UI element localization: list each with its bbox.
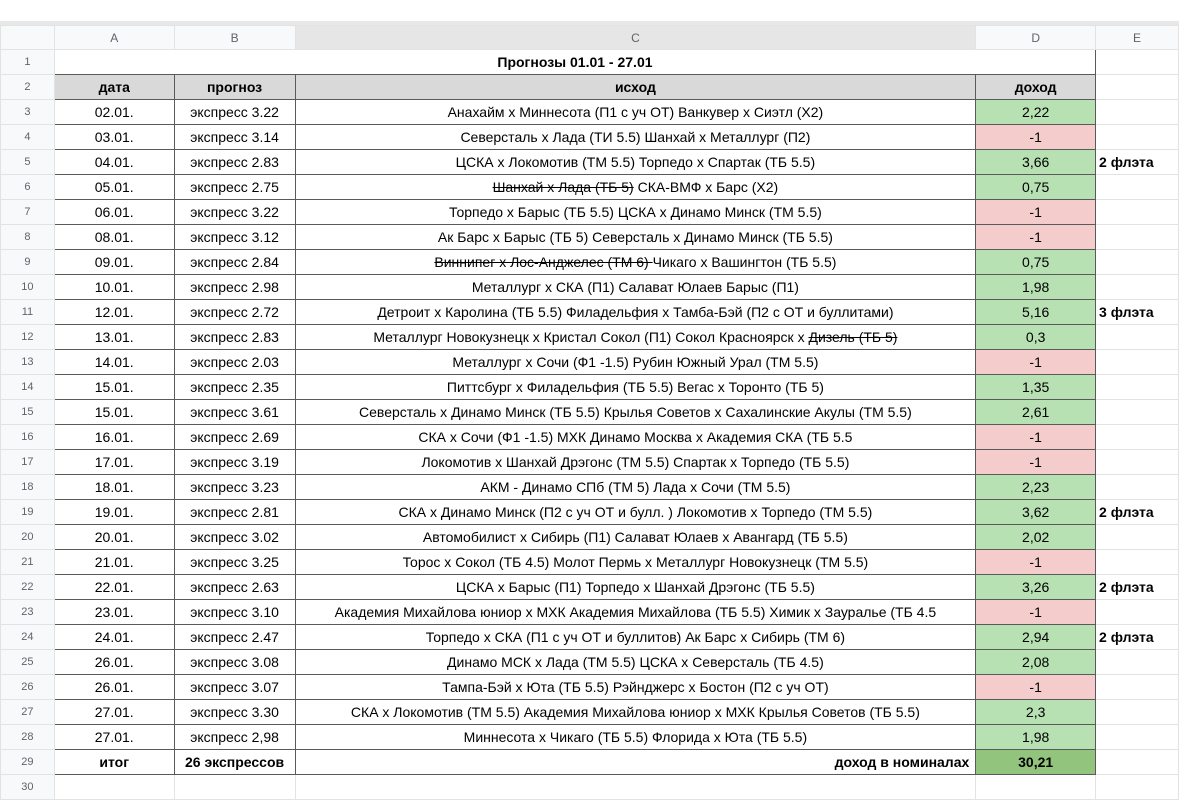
- toolbar-area: [0, 0, 1179, 21]
- outcome-text: ЦСКА х Барыс (П1) Торпедо х Шанхай Дрэгонс (ТБ 5.5): [455, 579, 815, 595]
- row-number[interactable]: 26: [1, 675, 55, 700]
- outcome-cell[interactable]: [295, 200, 976, 225]
- income-cell[interactable]: 3,26: [976, 575, 1096, 600]
- outcome-cell[interactable]: [295, 575, 976, 600]
- date-cell[interactable]: 06.01.: [54, 200, 174, 225]
- row-number[interactable]: 6: [1, 175, 55, 200]
- note-cell[interactable]: [1096, 650, 1179, 675]
- income-cell[interactable]: 2,02: [976, 525, 1096, 550]
- table-row: [1, 575, 1179, 600]
- outcome-cell[interactable]: [295, 325, 976, 350]
- row-number[interactable]: 23: [1, 600, 55, 625]
- outcome-struck-text: Виннипег х Лос-Анджелес (ТМ 6): [434, 254, 653, 270]
- note-cell[interactable]: [1096, 375, 1179, 400]
- outcome-text: Миннесота х Чикаго (ТБ 5.5) Флорида х Юта (ТБ 5.5): [463, 729, 808, 745]
- table-row: [1, 400, 1179, 425]
- outcome-cell[interactable]: [295, 150, 976, 175]
- table-row: [1, 125, 1179, 150]
- outcome-cell[interactable]: [295, 425, 976, 450]
- outcome-cell[interactable]: [295, 400, 976, 425]
- sheet-title[interactable]: Прогнозы 01.01 - 27.01: [54, 50, 1095, 75]
- outcome-cell[interactable]: [295, 525, 976, 550]
- outcome-cell[interactable]: [295, 225, 976, 250]
- outcome-text: СКА х Динамо Минск (П2 с уч ОТ и булл. ) Локомотив х Торпедо (ТМ 5.5): [398, 504, 873, 520]
- row-number[interactable]: 18: [1, 475, 55, 500]
- income-cell[interactable]: -1: [976, 350, 1096, 375]
- total-row: [1, 750, 1179, 775]
- date-cell[interactable]: 27.01.: [54, 700, 174, 725]
- date-cell[interactable]: 02.01.: [54, 100, 174, 125]
- note-cell[interactable]: [1096, 600, 1179, 625]
- income-cell[interactable]: 0,3: [976, 325, 1096, 350]
- date-cell[interactable]: 15.01.: [54, 400, 174, 425]
- table-row: [1, 175, 1179, 200]
- row-number[interactable]: 1: [1, 50, 55, 75]
- table-row: [1, 425, 1179, 450]
- note-cell[interactable]: [1096, 675, 1179, 700]
- table-row: [1, 450, 1179, 475]
- table-row: [1, 225, 1179, 250]
- table-row: [1, 275, 1179, 300]
- note-cell[interactable]: [1096, 475, 1179, 500]
- header-date[interactable]: дата: [54, 75, 174, 100]
- total-count[interactable]: 26 экспрессов: [174, 750, 295, 775]
- header-outcome[interactable]: исход: [295, 75, 976, 100]
- outcome-cell[interactable]: [295, 475, 976, 500]
- forecast-cell[interactable]: экспресс 3.22: [174, 100, 295, 125]
- note-cell[interactable]: [1096, 250, 1179, 275]
- outcome-text: Торпедо х Барыс (ТБ 5.5) ЦСКА х Динамо Минск (ТМ 5.5): [448, 204, 822, 220]
- outcome-text: Автомобилист х Сибирь (П1) Салават Юлаев х Авангард (ТБ 5.5): [422, 529, 848, 545]
- date-cell[interactable]: 26.01.: [54, 675, 174, 700]
- forecast-cell[interactable]: экспресс 3.25: [174, 550, 295, 575]
- outcome-text: Металлург х Сочи (Ф1 -1.5) Рубин Южный Урал (ТМ 5.5): [452, 354, 819, 370]
- cell[interactable]: [174, 775, 295, 800]
- sheet-table: [0, 25, 1179, 800]
- outcome-text: Детроит х Каролина (ТБ 5.5) Филадельфия х Тамба-Бэй (П2 с ОТ и буллитами): [377, 304, 894, 320]
- income-cell[interactable]: -1: [976, 200, 1096, 225]
- outcome-cell[interactable]: [295, 500, 976, 525]
- row-number[interactable]: 20: [1, 525, 55, 550]
- forecast-cell[interactable]: экспресс 2.98: [174, 275, 295, 300]
- income-cell[interactable]: -1: [976, 550, 1096, 575]
- outcome-text: Ак Барс х Барыс (ТБ 5) Северсталь х Динамо Минск (ТБ 5.5): [437, 229, 833, 245]
- outcome-text: ЦСКА х Локомотив (ТМ 5.5) Торпедо х Спартак (ТБ 5.5): [455, 154, 816, 170]
- table-row: [1, 350, 1179, 375]
- date-cell[interactable]: 15.01.: [54, 375, 174, 400]
- column-header-e[interactable]: E: [1096, 26, 1179, 50]
- forecast-cell[interactable]: экспресс 2.83: [174, 150, 295, 175]
- note-cell[interactable]: [1096, 450, 1179, 475]
- note-cell[interactable]: 2 флэта: [1096, 625, 1179, 650]
- outcome-cell[interactable]: [295, 300, 976, 325]
- outcome-text: СКА х Локомотив (ТМ 5.5) Академия Михайлова юниор х МХК Крылья Советов (ТБ 5.5): [350, 704, 920, 720]
- table-row: [1, 725, 1179, 750]
- cell[interactable]: [1096, 50, 1179, 75]
- date-cell[interactable]: 23.01.: [54, 600, 174, 625]
- cell[interactable]: [1096, 750, 1179, 775]
- outcome-struck-text: Шанхай х Лада (ТБ 5): [492, 179, 634, 195]
- note-cell[interactable]: [1096, 400, 1179, 425]
- row-number[interactable]: 11: [1, 300, 55, 325]
- forecast-cell[interactable]: экспресс 2.03: [174, 350, 295, 375]
- income-cell[interactable]: 2,22: [976, 100, 1096, 125]
- row-number[interactable]: 15: [1, 400, 55, 425]
- date-cell[interactable]: 03.01.: [54, 125, 174, 150]
- income-cell[interactable]: -1: [976, 225, 1096, 250]
- outcome-cell[interactable]: [295, 650, 976, 675]
- income-cell[interactable]: 2,08: [976, 650, 1096, 675]
- forecast-cell[interactable]: экспресс 3.22: [174, 200, 295, 225]
- date-cell[interactable]: 16.01.: [54, 425, 174, 450]
- income-cell[interactable]: 2,94: [976, 625, 1096, 650]
- forecast-cell[interactable]: экспресс 2,98: [174, 725, 295, 750]
- note-cell[interactable]: [1096, 350, 1179, 375]
- forecast-cell[interactable]: экспресс 3.23: [174, 475, 295, 500]
- spreadsheet-grid[interactable]: [0, 25, 1179, 793]
- outcome-cell[interactable]: [295, 675, 976, 700]
- forecast-cell[interactable]: экспресс 2.35: [174, 375, 295, 400]
- outcome-text: Тампа-Бэй х Юта (ТБ 5.5) Рэйнджерс х Бостон (П2 с уч ОТ): [442, 679, 829, 695]
- row-number[interactable]: 10: [1, 275, 55, 300]
- outcome-cell[interactable]: [295, 700, 976, 725]
- income-cell[interactable]: 1,35: [976, 375, 1096, 400]
- income-cell[interactable]: -1: [976, 425, 1096, 450]
- row-number[interactable]: 22: [1, 575, 55, 600]
- forecast-cell[interactable]: экспресс 2.69: [174, 425, 295, 450]
- row-number[interactable]: 21: [1, 550, 55, 575]
- row-number[interactable]: 30: [1, 775, 55, 800]
- table-row: [1, 775, 1179, 800]
- table-row: [1, 250, 1179, 275]
- row-number[interactable]: 24: [1, 625, 55, 650]
- outcome-text: Металлург х СКА (П1) Салават Юлаев Барыс (П1): [471, 279, 799, 295]
- date-cell[interactable]: 09.01.: [54, 250, 174, 275]
- row-number[interactable]: 16: [1, 425, 55, 450]
- forecast-cell[interactable]: экспресс 3.30: [174, 700, 295, 725]
- note-cell[interactable]: 3 флэта: [1096, 300, 1179, 325]
- table-row: [1, 475, 1179, 500]
- date-cell[interactable]: 19.01.: [54, 500, 174, 525]
- forecast-cell[interactable]: экспресс 2.83: [174, 325, 295, 350]
- outcome-cell[interactable]: [295, 125, 976, 150]
- income-cell[interactable]: 1,98: [976, 725, 1096, 750]
- date-cell[interactable]: 26.01.: [54, 650, 174, 675]
- note-cell[interactable]: [1096, 275, 1179, 300]
- note-cell[interactable]: [1096, 175, 1179, 200]
- forecast-cell[interactable]: экспресс 3.02: [174, 525, 295, 550]
- income-cell[interactable]: 5,16: [976, 300, 1096, 325]
- date-cell[interactable]: 24.01.: [54, 625, 174, 650]
- date-cell[interactable]: 21.01.: [54, 550, 174, 575]
- outcome-text: Северсталь х Лада (ТИ 5.5) Шанхай х Металлург (П2): [460, 129, 811, 145]
- note-cell[interactable]: [1096, 125, 1179, 150]
- income-cell[interactable]: -1: [976, 600, 1096, 625]
- row-number[interactable]: 5: [1, 150, 55, 175]
- column-header-d[interactable]: D: [976, 26, 1096, 50]
- table-row: [1, 550, 1179, 575]
- income-cell[interactable]: -1: [976, 675, 1096, 700]
- table-row: [1, 75, 1179, 100]
- cell[interactable]: [54, 775, 174, 800]
- table-row: [1, 300, 1179, 325]
- outcome-text: Чикаго х Вашингтон (ТБ 5.5): [652, 254, 837, 270]
- income-cell[interactable]: 0,75: [976, 175, 1096, 200]
- outcome-text: Металлург Новокузнецк х Кристал Сокол (П1) Сокол Красноярск х: [373, 329, 809, 345]
- table-row: [1, 500, 1179, 525]
- cell[interactable]: [1096, 75, 1179, 100]
- income-cell[interactable]: 2,61: [976, 400, 1096, 425]
- select-all-corner[interactable]: [1, 26, 55, 50]
- header-forecast[interactable]: прогноз: [174, 75, 295, 100]
- forecast-cell[interactable]: экспресс 2.75: [174, 175, 295, 200]
- date-cell[interactable]: 05.01.: [54, 175, 174, 200]
- note-cell[interactable]: [1096, 325, 1179, 350]
- row-number[interactable]: 27: [1, 700, 55, 725]
- column-header-b[interactable]: B: [174, 26, 295, 50]
- column-header-a[interactable]: A: [54, 26, 174, 50]
- note-cell[interactable]: [1096, 725, 1179, 750]
- date-cell[interactable]: 13.01.: [54, 325, 174, 350]
- row-number[interactable]: 3: [1, 100, 55, 125]
- outcome-text: Северсталь х Динамо Минск (ТБ 5.5) Крылья Советов х Сахалинские Акулы (ТМ 5.5): [359, 404, 912, 420]
- outcome-struck-text: Дизель (ТБ 5): [808, 329, 898, 345]
- forecast-cell[interactable]: экспресс 2.72: [174, 300, 295, 325]
- outcome-text: Локомотив х Шанхай Дрэгонс (ТМ 5.5) Спартак х Торпедо (ТБ 5.5): [421, 454, 850, 470]
- date-cell[interactable]: 17.01.: [54, 450, 174, 475]
- date-cell[interactable]: 10.01.: [54, 275, 174, 300]
- outcome-cell[interactable]: [295, 725, 976, 750]
- cell[interactable]: [295, 775, 976, 800]
- outcome-cell[interactable]: [295, 250, 976, 275]
- total-income-label[interactable]: доход в номиналах: [295, 750, 976, 775]
- date-cell[interactable]: 12.01.: [54, 300, 174, 325]
- date-cell[interactable]: 04.01.: [54, 150, 174, 175]
- date-cell[interactable]: 18.01.: [54, 475, 174, 500]
- row-number[interactable]: 9: [1, 250, 55, 275]
- row-number[interactable]: 14: [1, 375, 55, 400]
- forecast-cell[interactable]: экспресс 3.10: [174, 600, 295, 625]
- row-number[interactable]: 28: [1, 725, 55, 750]
- table-row: [1, 100, 1179, 125]
- forecast-cell[interactable]: экспресс 3.61: [174, 400, 295, 425]
- forecast-cell[interactable]: экспресс 2.47: [174, 625, 295, 650]
- table-row: [1, 700, 1179, 725]
- outcome-cell[interactable]: [295, 100, 976, 125]
- table-row: [1, 525, 1179, 550]
- outcome-text: Динамо МСК х Лада (ТМ 5.5) ЦСКА х Северсталь (ТБ 4.5): [447, 654, 824, 670]
- outcome-cell[interactable]: [295, 350, 976, 375]
- table-row: [1, 200, 1179, 225]
- row-number[interactable]: 2: [1, 75, 55, 100]
- forecast-cell[interactable]: экспресс 3.07: [174, 675, 295, 700]
- outcome-text: Академия Михайлова юниор х МХК Академия Михайлова (ТБ 5.5) Химик х Зауралье (ТБ 4.5: [334, 604, 937, 620]
- date-cell[interactable]: 22.01.: [54, 575, 174, 600]
- total-label[interactable]: итог: [54, 750, 174, 775]
- income-cell[interactable]: 2,23: [976, 475, 1096, 500]
- row-number[interactable]: 4: [1, 125, 55, 150]
- forecast-cell[interactable]: экспресс 2.63: [174, 575, 295, 600]
- note-cell[interactable]: 2 флэта: [1096, 500, 1179, 525]
- total-income[interactable]: 30,21: [976, 750, 1096, 775]
- row-number[interactable]: 8: [1, 225, 55, 250]
- note-cell[interactable]: [1096, 550, 1179, 575]
- date-cell[interactable]: 14.01.: [54, 350, 174, 375]
- outcome-cell[interactable]: [295, 375, 976, 400]
- outcome-text: СКА х Сочи (Ф1 -1.5) МХК Динамо Москва х Академия СКА (ТБ 5.5: [418, 429, 853, 445]
- income-cell[interactable]: 3,66: [976, 150, 1096, 175]
- row-number[interactable]: 29: [1, 750, 55, 775]
- note-cell[interactable]: [1096, 425, 1179, 450]
- forecast-cell[interactable]: экспресс 3.12: [174, 225, 295, 250]
- row-number[interactable]: 19: [1, 500, 55, 525]
- forecast-cell[interactable]: экспресс 2.81: [174, 500, 295, 525]
- note-cell[interactable]: [1096, 525, 1179, 550]
- outcome-text: Торпедо х СКА (П1 с уч ОТ и буллитов) Ак Барс х Сибирь (ТМ 6): [425, 629, 846, 645]
- note-cell[interactable]: 2 флэта: [1096, 150, 1179, 175]
- forecast-cell[interactable]: экспресс 3.08: [174, 650, 295, 675]
- row-number[interactable]: 17: [1, 450, 55, 475]
- outcome-cell[interactable]: [295, 275, 976, 300]
- income-cell[interactable]: -1: [976, 125, 1096, 150]
- note-cell[interactable]: 2 флэта: [1096, 575, 1179, 600]
- column-header-c[interactable]: C: [295, 26, 976, 50]
- note-cell[interactable]: [1096, 700, 1179, 725]
- table-row: [1, 675, 1179, 700]
- outcome-cell[interactable]: [295, 175, 976, 200]
- income-cell[interactable]: 0,75: [976, 250, 1096, 275]
- header-income[interactable]: доход: [976, 75, 1096, 100]
- note-cell[interactable]: [1096, 225, 1179, 250]
- forecast-cell[interactable]: экспресс 3.14: [174, 125, 295, 150]
- outcome-text: Торос х Сокол (ТБ 4.5) Молот Пермь х Металлург Новокузнецк (ТМ 5.5): [402, 554, 869, 570]
- date-cell[interactable]: 20.01.: [54, 525, 174, 550]
- column-header-row: [1, 26, 1179, 50]
- outcome-text: АКМ - Динамо СПб (ТМ 5) Лада х Сочи (ТМ 5.5): [480, 479, 791, 495]
- outcome-text: СКА-ВМФ х Барс (Х2): [633, 179, 779, 195]
- table-row: [1, 150, 1179, 175]
- date-cell[interactable]: 08.01.: [54, 225, 174, 250]
- note-cell[interactable]: [1096, 100, 1179, 125]
- row-number[interactable]: 7: [1, 200, 55, 225]
- outcome-text: Анахайм х Миннесота (П1 с уч ОТ) Ванкувер х Сиэтл (Х2): [447, 104, 824, 120]
- income-cell[interactable]: -1: [976, 450, 1096, 475]
- outcome-cell[interactable]: [295, 550, 976, 575]
- income-cell[interactable]: 2,3: [976, 700, 1096, 725]
- outcome-text: Питтсбург х Филадельфия (ТБ 5.5) Вегас х Торонто (ТБ 5): [446, 379, 824, 395]
- row-number[interactable]: 12: [1, 325, 55, 350]
- row-number[interactable]: 13: [1, 350, 55, 375]
- table-row: [1, 325, 1179, 350]
- outcome-cell[interactable]: [295, 625, 976, 650]
- income-cell[interactable]: 1,98: [976, 275, 1096, 300]
- outcome-cell[interactable]: [295, 600, 976, 625]
- table-row: [1, 650, 1179, 675]
- outcome-cell[interactable]: [295, 450, 976, 475]
- cell[interactable]: [1096, 775, 1179, 800]
- table-row: [1, 625, 1179, 650]
- income-cell[interactable]: 3,62: [976, 500, 1096, 525]
- row-number[interactable]: 25: [1, 650, 55, 675]
- table-row: [1, 50, 1179, 75]
- forecast-cell[interactable]: экспресс 2.84: [174, 250, 295, 275]
- date-cell[interactable]: 27.01.: [54, 725, 174, 750]
- forecast-cell[interactable]: экспресс 3.19: [174, 450, 295, 475]
- table-row: [1, 375, 1179, 400]
- note-cell[interactable]: [1096, 200, 1179, 225]
- cell[interactable]: [976, 775, 1096, 800]
- table-row: [1, 600, 1179, 625]
